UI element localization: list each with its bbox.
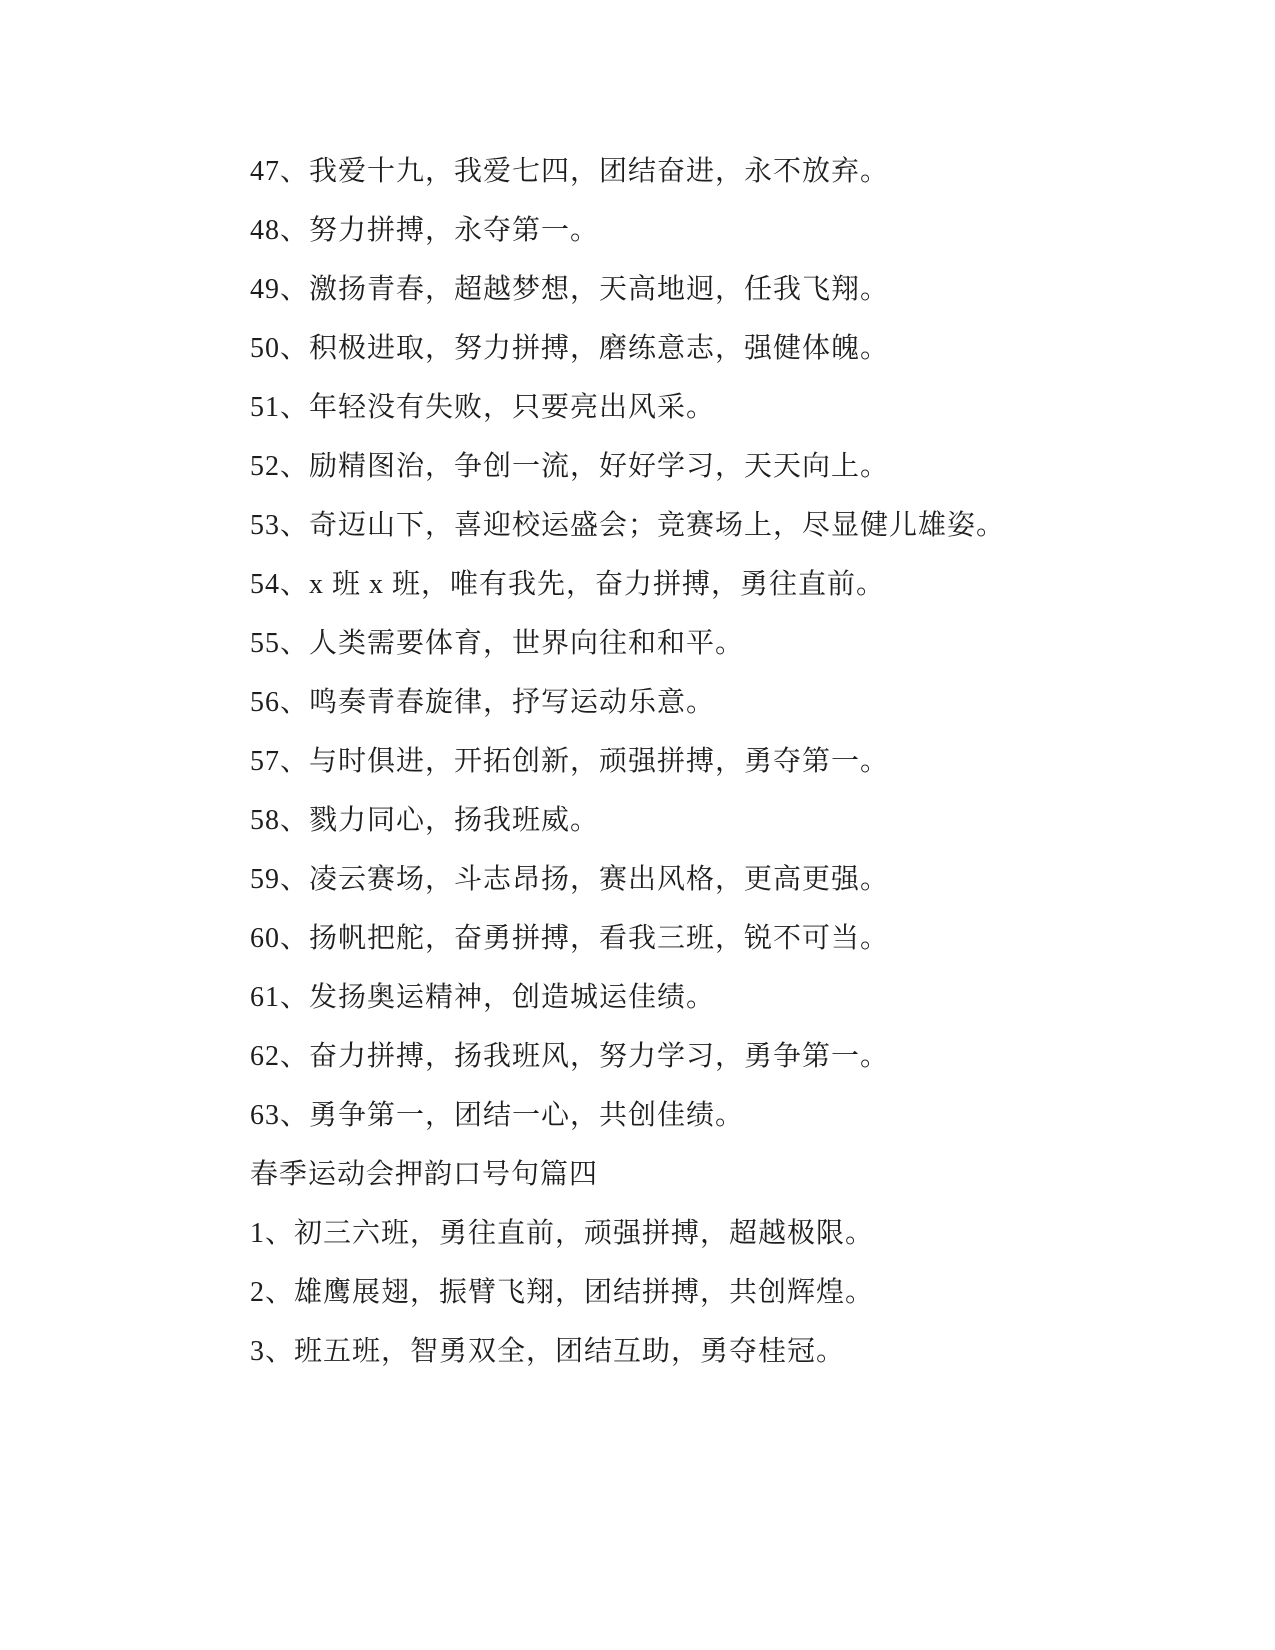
- slogan-line-53: 53、奇迈山下，喜迎校运盛会；竞赛场上，尽显健儿雄姿。: [250, 510, 1006, 541]
- slogan-line-55: 55、人类需要体育，世界向往和和平。: [250, 628, 745, 659]
- slogan-line-51: 51、年轻没有失败，只要亮出风采。: [250, 392, 716, 423]
- slogan-line-57: 57、与时俱进，开拓创新，顽强拼搏，勇夺第一。: [250, 746, 890, 777]
- slogan-line-p4-3: 3、班五班，智勇双全，团结互助，勇夺桂冠。: [250, 1336, 846, 1367]
- slogan-line-63: 63、勇争第一，团结一心，共创佳绩。: [250, 1100, 745, 1131]
- slogan-line-48: 48、努力拼搏，永夺第一。: [250, 215, 600, 246]
- slogan-line-52: 52、励精图治，争创一流，好好学习，天天向上。: [250, 451, 890, 482]
- slogan-line-50: 50、积极进取，努力拼搏，磨练意志，强健体魄。: [250, 333, 890, 364]
- section-heading: 春季运动会押韵口号句篇四: [250, 1159, 599, 1190]
- slogan-line-p4-2: 2、雄鹰展翅，振臂飞翔，团结拼搏，共创辉煌。: [250, 1277, 875, 1308]
- slogan-line-47: 47、我爱十九，我爱七四，团结奋进，永不放弃。: [250, 156, 890, 187]
- slogan-line-p4-1: 1、初三六班，勇往直前，顽强拼搏，超越极限。: [250, 1218, 875, 1249]
- slogan-line-56: 56、鸣奏青春旋律，抒写运动乐意。: [250, 687, 716, 718]
- slogan-line-58: 58、戮力同心，扬我班威。: [250, 805, 600, 836]
- slogan-line-59: 59、凌云赛场，斗志昂扬，赛出风格，更高更强。: [250, 864, 890, 895]
- slogan-line-61: 61、发扬奥运精神，创造城运佳绩。: [250, 982, 716, 1013]
- slogan-line-49: 49、激扬青春，超越梦想，天高地迥，任我飞翔。: [250, 274, 890, 305]
- slogan-line-54: 54、x 班 x 班，唯有我先，奋力拼搏，勇往直前。: [250, 569, 886, 600]
- slogan-line-62: 62、奋力拼搏，扬我班风，努力学习，勇争第一。: [250, 1041, 890, 1072]
- slogan-line-60: 60、扬帆把舵，奋勇拼搏，看我三班，锐不可当。: [250, 923, 890, 954]
